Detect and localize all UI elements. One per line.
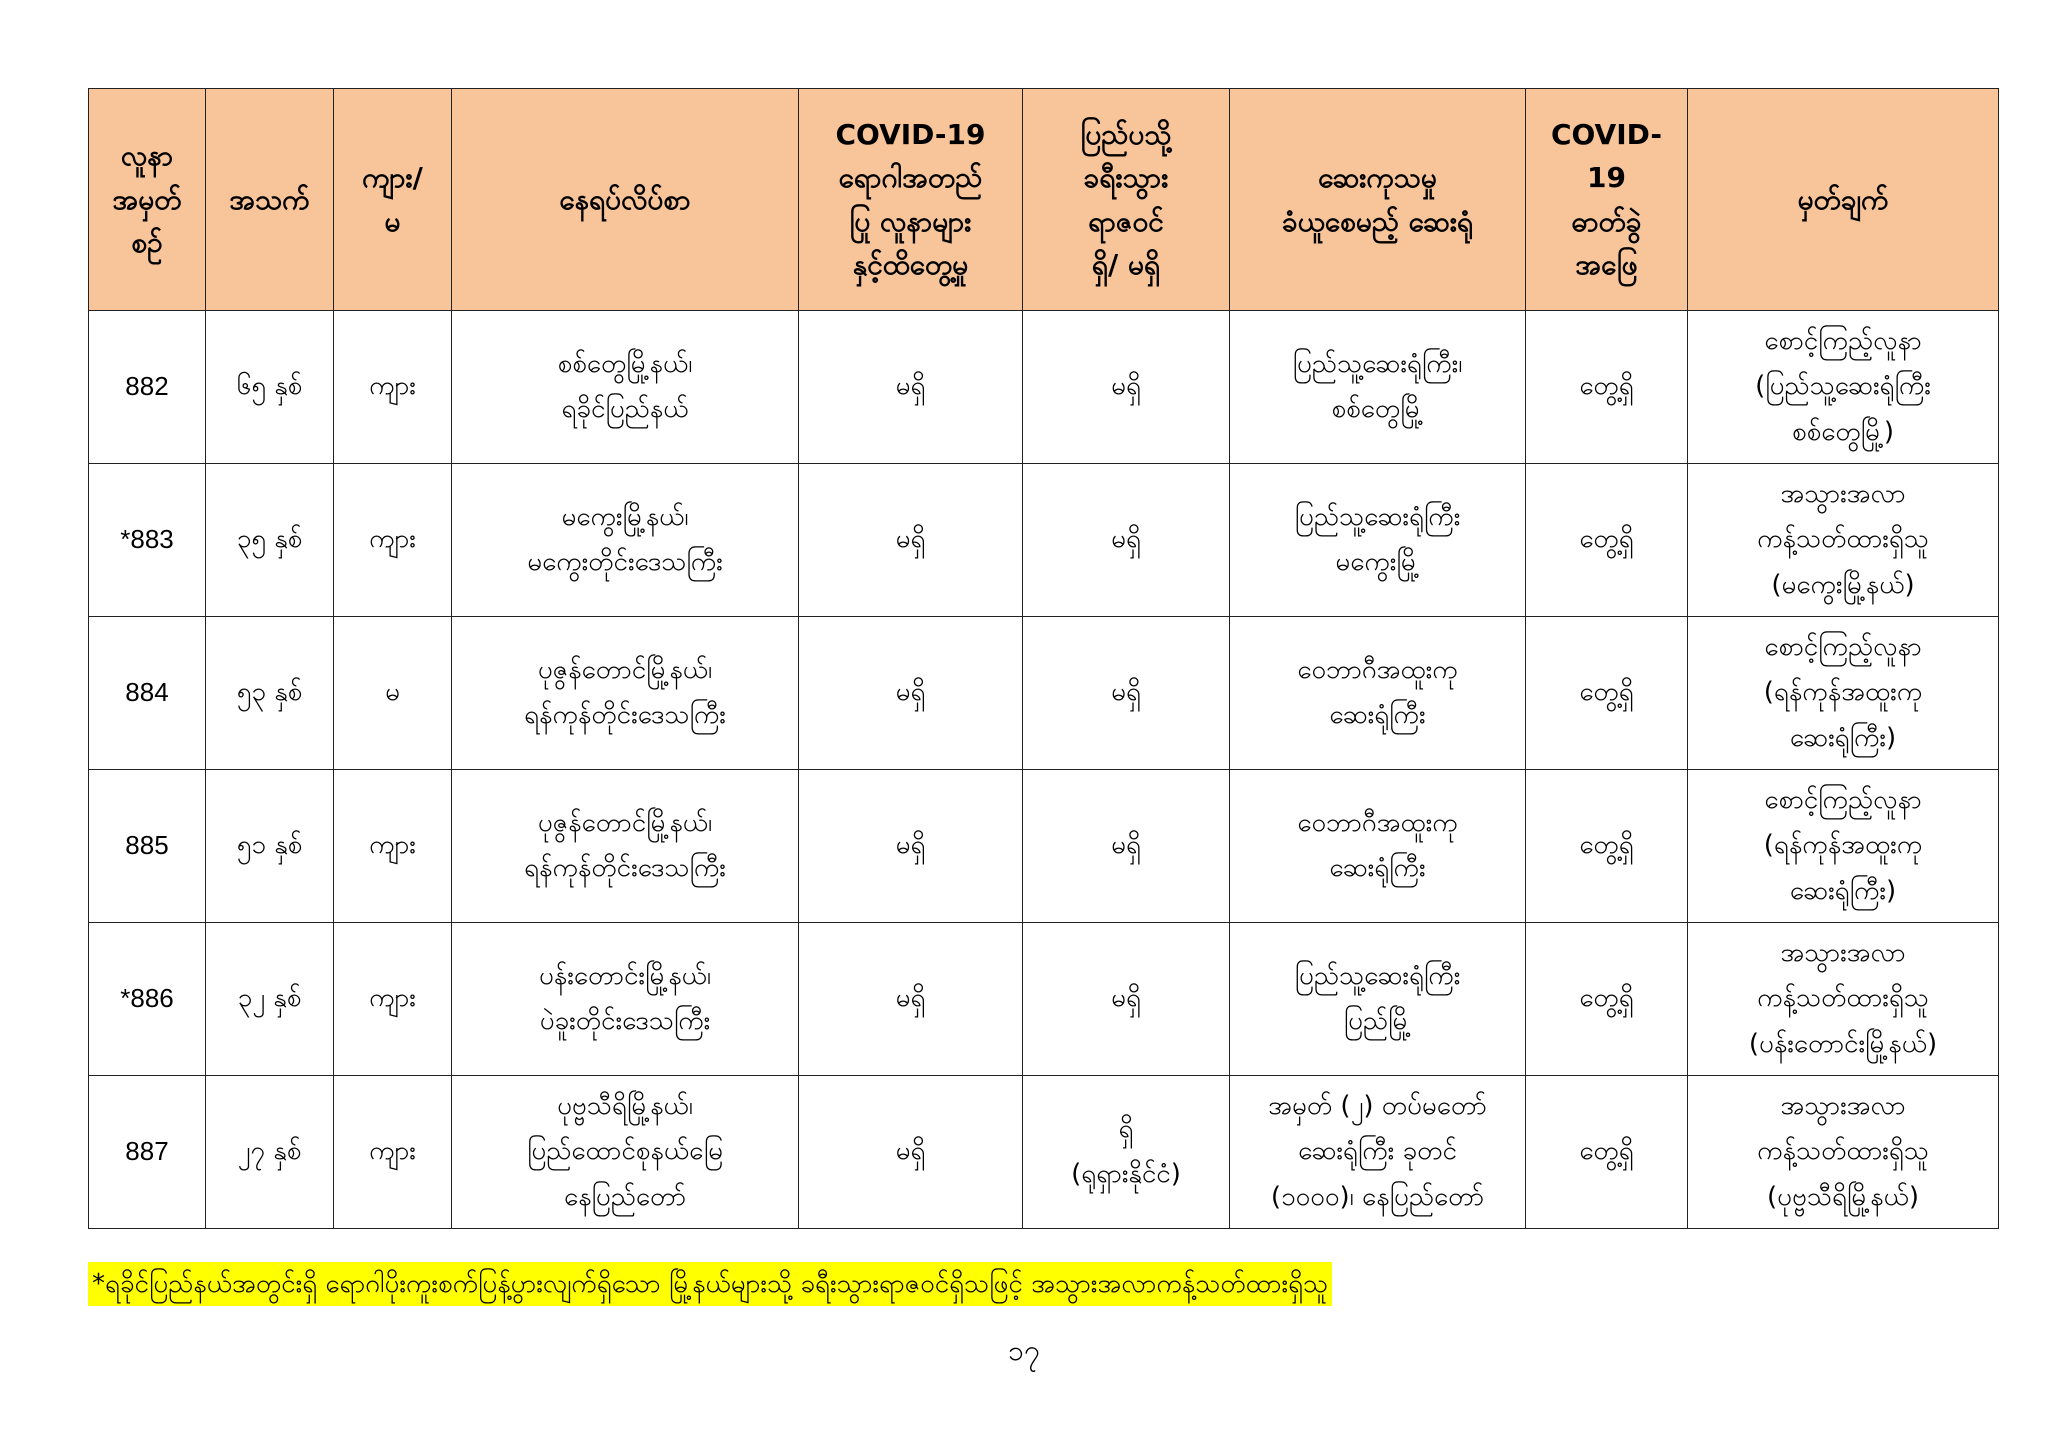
footnote: *ရခိုင်ပြည်နယ်အတွင်းရှိ ရောဂါပိုးကူးစက်ပြန့်ပွားလျက်ရှိသော မြို့နယ်များသို့ ခရီးသွားရာဇဝင်ရှိသဖြင့် အသွားအလာကန့်သတ်ထားရှိသူ <box>88 1262 1332 1306</box>
patient-no-cell: 884 <box>89 617 206 770</box>
hospital-cell: ဝေဘာဂီအထူးကု ဆေးရုံကြီး <box>1230 770 1526 923</box>
table-row <box>89 311 1999 464</box>
header-remark: မှတ်ချက် <box>1688 89 1999 311</box>
hospital-cell: အမှတ် (၂) တပ်မတော် ဆေးရုံကြီး ခုတင် (၁၀၀၀)၊ နေပြည်တော် <box>1230 1076 1526 1229</box>
contact-cell: မရှိ <box>799 923 1023 1076</box>
address-cell: စစ်တွေမြို့နယ်၊ ရခိုင်ပြည်နယ် <box>452 311 799 464</box>
travel-cell: ရှိ (ရုရှားနိုင်ငံ) <box>1023 1076 1230 1229</box>
result-cell: တွေ့ရှိ <box>1526 464 1688 617</box>
header-lab-result: COVID-19 ဓာတ်ခွဲ အဖြေ <box>1526 89 1688 311</box>
remark-cell: အသွားအလာ ကန့်သတ်ထားရှိသူ (ပုဗ္ဗသီရိမြို့နယ်) <box>1688 1076 1999 1229</box>
result-cell: တွေ့ရှိ <box>1526 617 1688 770</box>
remark-cell: အသွားအလာ ကန့်သတ်ထားရှိသူ (ပန်းတောင်းမြို့နယ်) <box>1688 923 1999 1076</box>
address-cell: ပန်းတောင်းမြို့နယ်၊ ပဲခူးတိုင်းဒေသကြီး <box>452 923 799 1076</box>
patient-no-cell: *883 <box>89 464 206 617</box>
page-number: ၁၇ <box>1008 1334 1040 1367</box>
age-cell: ၆၅ နှစ် <box>206 311 334 464</box>
hospital-cell: ဝေဘာဂီအထူးကု ဆေးရုံကြီး <box>1230 617 1526 770</box>
header-age: အသက် <box>206 89 334 311</box>
result-cell: တွေ့ရှိ <box>1526 923 1688 1076</box>
sex-cell: ကျား <box>334 311 452 464</box>
travel-cell: မရှိ <box>1023 311 1230 464</box>
sex-cell: ကျား <box>334 464 452 617</box>
result-cell: တွေ့ရှိ <box>1526 770 1688 923</box>
travel-cell: မရှိ <box>1023 464 1230 617</box>
result-cell: တွေ့ရှိ <box>1526 1076 1688 1229</box>
age-cell: ၃၅ နှစ် <box>206 464 334 617</box>
header-travel-history: ပြည်ပသို့ ခရီးသွား ရာဇဝင် ရှိ/ မရှိ <box>1023 89 1230 311</box>
sex-cell: ကျား <box>334 770 452 923</box>
patient-no-cell: 887 <box>89 1076 206 1229</box>
table-header-row <box>89 89 1999 311</box>
patient-no-cell: 885 <box>89 770 206 923</box>
patient-no-cell: *886 <box>89 923 206 1076</box>
travel-cell: မရှိ <box>1023 770 1230 923</box>
remark-cell: စောင့်ကြည့်လူနာ (ရန်ကုန်အထူးကု ဆေးရုံကြီး) <box>1688 770 1999 923</box>
address-cell: မကွေးမြို့နယ်၊ မကွေးတိုင်းဒေသကြီး <box>452 464 799 617</box>
result-cell: တွေ့ရှိ <box>1526 311 1688 464</box>
travel-cell: မရှိ <box>1023 923 1230 1076</box>
table-row <box>89 1076 1999 1229</box>
header-patient-no: လူနာ အမှတ် စဉ် <box>89 89 206 311</box>
header-address: နေရပ်လိပ်စာ <box>452 89 799 311</box>
contact-cell: မရှိ <box>799 770 1023 923</box>
age-cell: ၂၇ နှစ် <box>206 1076 334 1229</box>
remark-cell: အသွားအလာ ကန့်သတ်ထားရှိသူ (မကွေးမြို့နယ်) <box>1688 464 1999 617</box>
patient-no-cell: 882 <box>89 311 206 464</box>
contact-cell: မရှိ <box>799 464 1023 617</box>
sex-cell: ကျား <box>334 1076 452 1229</box>
header-hospital: ဆေးကုသမှု ခံယူစေမည့် ဆေးရုံ <box>1230 89 1526 311</box>
table-row <box>89 923 1999 1076</box>
remark-cell: စောင့်ကြည့်လူနာ (ပြည်သူ့ဆေးရုံကြီး စစ်တွေမြို့) <box>1688 311 1999 464</box>
table-row <box>89 617 1999 770</box>
sex-cell: မ <box>334 617 452 770</box>
age-cell: ၅၁ နှစ် <box>206 770 334 923</box>
remark-cell: စောင့်ကြည့်လူနာ (ရန်ကုန်အထူးကု ဆေးရုံကြီး) <box>1688 617 1999 770</box>
age-cell: ၅၃ နှစ် <box>206 617 334 770</box>
covid-case-table <box>88 88 1999 1229</box>
sex-cell: ကျား <box>334 923 452 1076</box>
table-row <box>89 770 1999 923</box>
address-cell: ပုဇွန်တောင်မြို့နယ်၊ ရန်ကုန်တိုင်းဒေသကြီး <box>452 770 799 923</box>
address-cell: ပုဇွန်တောင်မြို့နယ်၊ ရန်ကုန်တိုင်းဒေသကြီး <box>452 617 799 770</box>
header-contact: COVID-19 ရောဂါအတည် ပြု လူနာများ နှင့်ထိတွေ့မှု <box>799 89 1023 311</box>
address-cell: ပုဗ္ဗသီရိမြို့နယ်၊ ပြည်ထောင်စုနယ်မြေ နေပြည်တော် <box>452 1076 799 1229</box>
hospital-cell: ပြည်သူ့ဆေးရုံကြီး၊ စစ်တွေမြို့ <box>1230 311 1526 464</box>
contact-cell: မရှိ <box>799 311 1023 464</box>
hospital-cell: ပြည်သူ့ဆေးရုံကြီး မကွေးမြို့ <box>1230 464 1526 617</box>
hospital-cell: ပြည်သူ့ဆေးရုံကြီး ပြည်မြို့ <box>1230 923 1526 1076</box>
age-cell: ၃၂ နှစ် <box>206 923 334 1076</box>
table-row <box>89 464 1999 617</box>
travel-cell: မရှိ <box>1023 617 1230 770</box>
contact-cell: မရှိ <box>799 617 1023 770</box>
header-sex: ကျား/ မ <box>334 89 452 311</box>
contact-cell: မရှိ <box>799 1076 1023 1229</box>
